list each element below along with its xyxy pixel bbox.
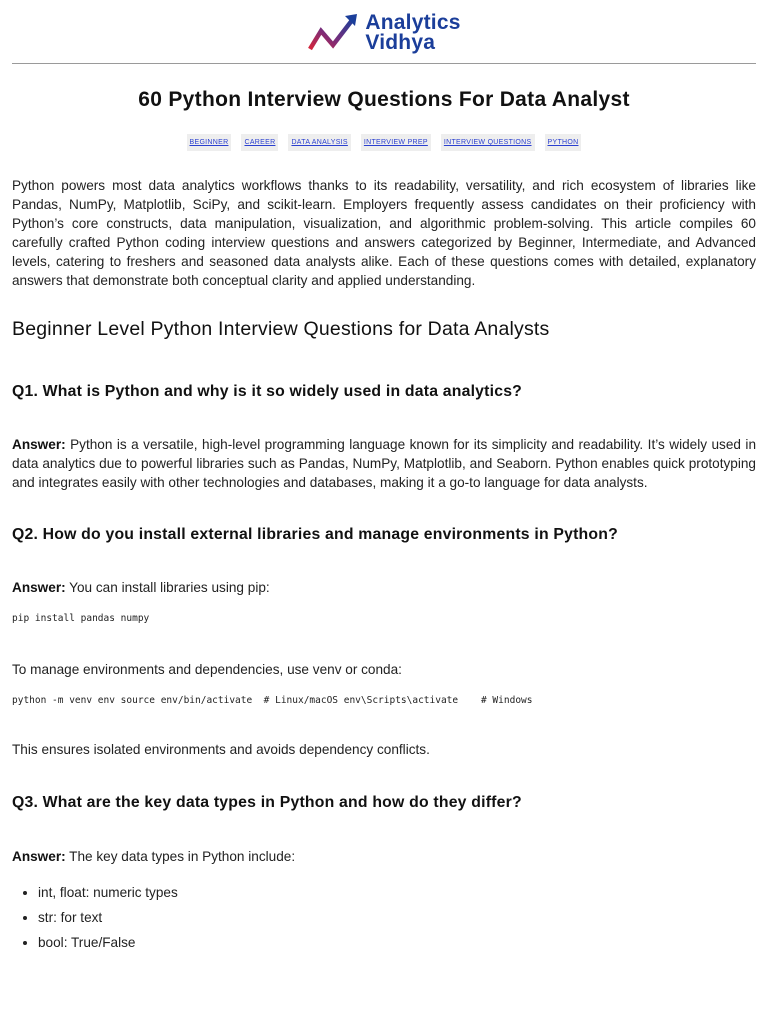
logo-line-1: Analytics: [365, 10, 461, 34]
list-item: • str: for text: [38, 905, 756, 930]
tag-interview-questions[interactable]: INTERVIEW QUESTIONS: [441, 134, 535, 151]
tag-data-analysis[interactable]: DATA ANALYSIS: [288, 134, 350, 151]
conflict-text: This ensures isolated environments and avoids dependency conflicts.: [12, 742, 430, 757]
question-1-answer: [12, 435, 756, 492]
answer-label: Answer:: [12, 580, 66, 595]
section-heading: Beginner Level Python Interview Questions for Data Analysts: [12, 318, 550, 340]
question-3-answer-text: The key data types in Python include:: [69, 849, 296, 864]
question-2-answer: [12, 578, 756, 597]
data-type-list: [12, 880, 756, 955]
question-2-answer-text: You can install libraries using pip:: [69, 580, 270, 595]
tag-beginner[interactable]: BEGINNER: [187, 134, 232, 151]
list-item: • int, float: numeric types: [38, 880, 756, 905]
question-2-heading: Q2. How do you install external libraries and manage environments in Python?: [12, 526, 618, 543]
logo-wordmark: [365, 10, 461, 54]
answer-label: Answer:: [12, 849, 66, 864]
environment-text: To manage environments and dependencies, use venv or conda:: [12, 662, 402, 677]
intro-paragraph: Python powers most data analytics workflows thanks to its readability, versatility, and rich ecosystem of libraries like Pandas, NumPy, Matplotlib, SciPy, and scikit-learn. Employers frequently assess candidates on their proficiency with Python’s core constructs, data manipulation, visualization, and algorithmic problem-solving. This article compiles 60 carefully crafted Python coding interview questions and answers categorized by Beginner, Intermediate, and Advanced levels, catering to freshers and seasoned data analysts alike. Each of these questions comes with detailed, explanatory answers that demonstrate both conceptual clarity and applied understanding.: [12, 178, 756, 288]
question-3-answer: [12, 847, 756, 866]
question-1-heading: Q1. What is Python and why is it so widely used in data analytics?: [12, 383, 523, 400]
site-header: [12, 0, 756, 64]
logo-line-2: Vidhya: [365, 30, 436, 54]
tag-list: [12, 134, 756, 151]
trend-arrow-icon: [307, 13, 359, 53]
question-3-heading: Q3. What are the key data types in Python and how do they differ?: [12, 794, 522, 811]
answer-label: Answer:: [12, 437, 66, 452]
code-block-pip: pip install pandas numpy: [12, 613, 150, 624]
question-1-answer-text: Python is a versatile, high-level programming language known for its simplicity and readability. It’s widely used in data analytics due to powerful libraries such as Pandas, NumPy, Matplotlib, and Seaborn. Python enables quick prototyping and integrates easily with other technologies and databases, making it a go-to language for data analysts.: [12, 437, 757, 490]
tag-interview-prep[interactable]: INTERVIEW PREP: [361, 134, 431, 151]
code-block-venv: python -m venv env source env/bin/activate # Linux/macOS env\Scripts\activate # Windows: [12, 695, 533, 706]
tag-career[interactable]: CAREER: [241, 134, 278, 151]
analytics-vidhya-logo[interactable]: [307, 10, 461, 54]
tag-python[interactable]: PYTHON: [545, 134, 582, 151]
list-item: • bool: True/False: [38, 930, 756, 955]
article-title: 60 Python Interview Questions For Data Analyst: [138, 88, 630, 111]
